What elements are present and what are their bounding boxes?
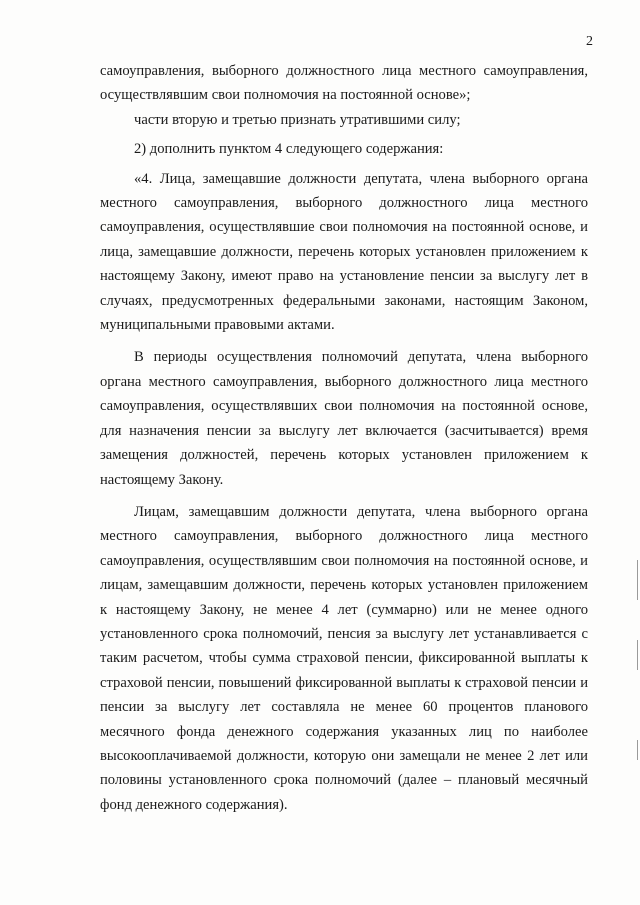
paragraph-point-4-right: «4. Лица, замещавшие должности депутата, члена выборного органа местного самоуправления, выборного должностного лица местного самоуправления, осуществлявшие свои полномочия на постоянной основе, и лица, замещавшие должности, перечень которых установлен приложением к настоящему Закону, имеют право на установление пенсии за выслугу лет в случаях, предусмотренных федеральными законами, настоящим Законом, муниципальными правовыми актами.: [100, 170, 588, 334]
scan-edge-mark: [637, 560, 638, 600]
paragraph-pension-calculation: Лицам, замещавшим должности депутата, члена выборного органа местного самоуправления, выборного должностного лица местного самоуправления, осуществлявшим свои полномочия на постоянной основе, и лицам, замещавшим должности, перечень которых установлен приложением к настоящему Закону, не менее 4 лет (суммарно) или не менее одного установленного срока полномочий, пенсия за выслугу лет устанавливается с таким расчетом, чтобы сумма страховой пенсии, фиксированной выплаты к страховой пенсии, повышений фиксированной выплаты к страховой пенсии и пенсии за выслугу лет составляла не менее 60 процентов планового месячного фонда денежного содержания указанных лиц по наиболее высокооплачиваемой должности, которую они замещали не менее 2 лет или половины установленного срока полномочий (далее – плановый месячный фонд денежного содержания).: [100, 503, 588, 813]
paragraph-service-periods: В периоды осуществления полномочий депутата, члена выборного органа местного самоуправления, выборного должностного лица местного самоуправления, осуществлявших свои полномочия на постоянной основе, для назначения пенсии за выслугу лет включается (засчитывается) время замещения должностей, перечень которых установлен приложением к настоящему Закону.: [100, 349, 588, 488]
paragraph-continuation: самоуправления, выборного должностного лица местного самоуправления, осуществлявшим свои полномочия на постоянной основе»;: [100, 63, 588, 104]
paragraph-add-point-4: 2) дополнить пунктом 4 следующего содержания:: [134, 141, 444, 158]
page-number: 2: [586, 34, 593, 49]
scan-edge-mark: [637, 740, 638, 760]
document-body: [100, 59, 588, 817]
scan-edge-mark: [637, 640, 638, 670]
paragraph-repeal-parts: части вторую и третью признать утратившими силу;: [134, 111, 461, 128]
